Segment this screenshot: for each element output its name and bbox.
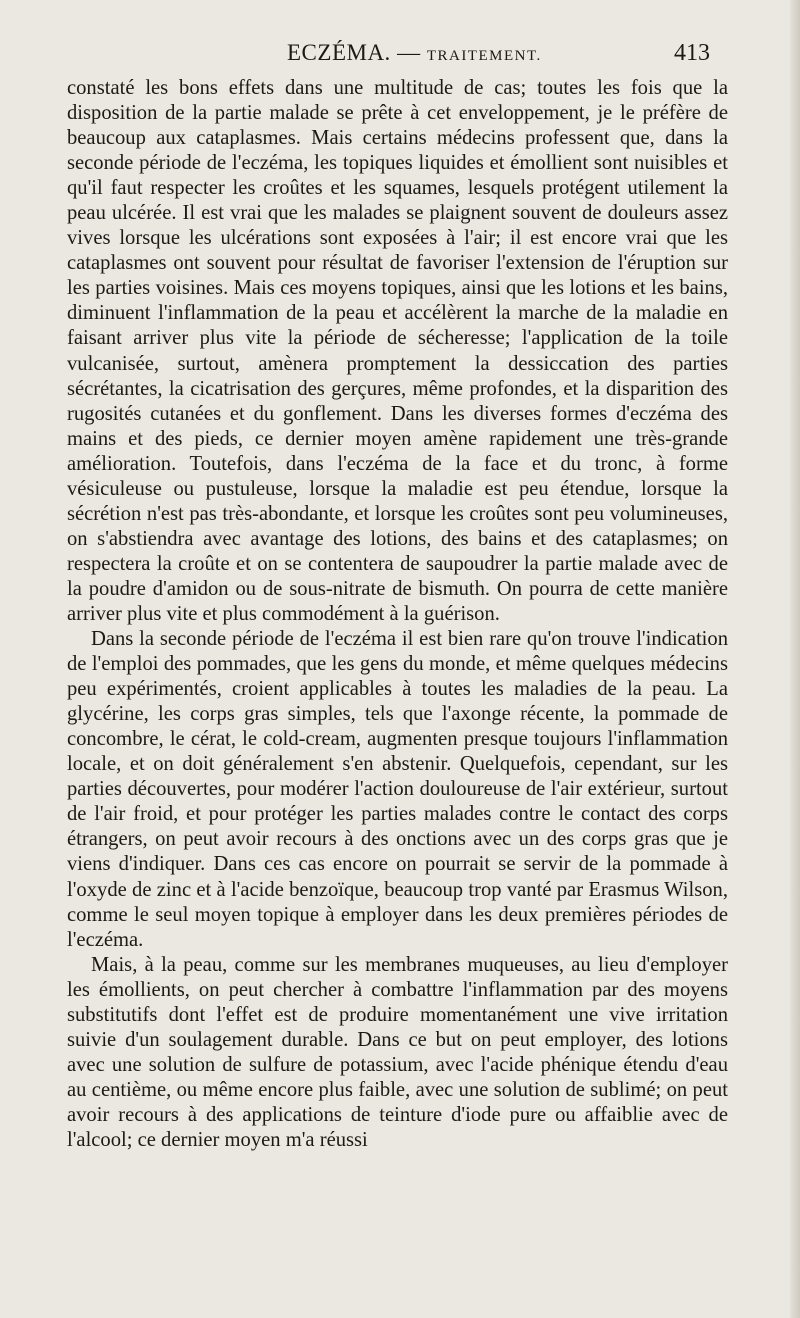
- chapter-title: ECZÉMA.: [287, 40, 391, 65]
- paragraph-3: Mais, à la peau, comme sur les membranes muqueuses, au lieu d'employer les émollients, on peut chercher à combattre l'inflammation par des moyens substitutifs dont l'effet est de produire momentanément une vive irritation suivie d'un soulagement durable. Dans ce but on peut employer, des lotions avec une solution de sulfure de potassium, avec l'acide phénique étendu d'eau au centième, ou même encore plus faible, avec une solution de sublimé; on peut avoir recours à des applications de teinture d'iode pure ou affaiblie avec de l'alcool; ce dernier moyen m'a réussi: [67, 953, 728, 1151]
- header-dash: —: [397, 40, 421, 65]
- paragraph-2: Dans la seconde période de l'eczéma il est bien rare qu'on trouve l'indication de l'emploi des pommades, que les gens du monde, et même quelques médecins peu expérimentés, croient applicables à toutes les maladies de la peau. La glycérine, les corps gras simples, tels que l'axonge récente, la pommade de concombre, le cérat, le cold-cream, augmenten presque toujours l'inflammation locale, et on doit généralement s'en abstenir. Quelquefois, cependant, sur les parties découvertes, pour modérer l'action douloureuse de l'air extérieur, surtout de l'air froid, et pour protéger les parties malades contre le contact des corps étrangers, on peut avoir recours à des onctions avec un des corps gras que je viens d'indiquer. Dans ces cas encore on pourrait se servir de la pommade à l'oxyde de zinc et à l'acide benzoïque, beaucoup trop vanté par Erasmus Wilson, comme le seul moyen topique à employer dans les deux premières périodes de l'eczéma.: [67, 628, 728, 951]
- running-head-title: [287, 40, 542, 66]
- paragraph-1: constaté les bons effets dans une multitude de cas; toutes les fois que la disposition de la partie malade se prête à cet enveloppement, je le préfère de beaucoup aux cataplasmes. Mais certains médecins professent que, dans la seconde période de l'eczéma, les topiques liquides et émollient sont nuisibles et qu'il faut respecter les croûtes et les squames, lesquels protégent utilement la peau ulcérée. Il est vrai que les malades se plaignent souvent de douleurs assez vives lorsque les ulcérations sont exposées à l'air; il est encore vrai que les cataplasmes ont souvent pour résultat de favoriser l'extension de l'éruption sur les parties voisines. Mais ces moyens topiques, ainsi que les lotions et les bains, diminuent l'inflammation de la peau et accélèrent la marche de la maladie en faisant arriver plus vite la période de sécheresse; l'application de la toile vulcanisée, surtout, amènera promptement la dessiccation des parties sécrétantes, la cicatrisation des gerçures, même profondes, et la disparition des rugosités cutanées et du gonflement. Dans les diverses formes d'eczéma des mains et des pieds, ce dernier moyen amène rapidement une très-grande amélioration. Toutefois, dans l'eczéma de la face et du tronc, à forme vésiculeuse ou pustuleuse, lorsque la maladie est peu étendue, lorsque la sécrétion n'est pas très-abondante, et lorsque les croûtes sont peu volumineuses, on s'abstiendra avec avantage des lotions, des bains et des cataplasmes; on respectera la croûte et on se contentera de saupoudrer la partie malade avec de la poudre d'amidon ou de sous-nitrate de bismuth. On pourra de cette manière arriver plus vite et plus commodément à la guérison.: [67, 77, 728, 625]
- body-text: [67, 76, 728, 1153]
- running-header: [0, 38, 800, 72]
- section-title: TRAITEMENT.: [426, 48, 542, 64]
- page-edge-shadow: [790, 0, 800, 1318]
- page-number: 413: [674, 40, 710, 66]
